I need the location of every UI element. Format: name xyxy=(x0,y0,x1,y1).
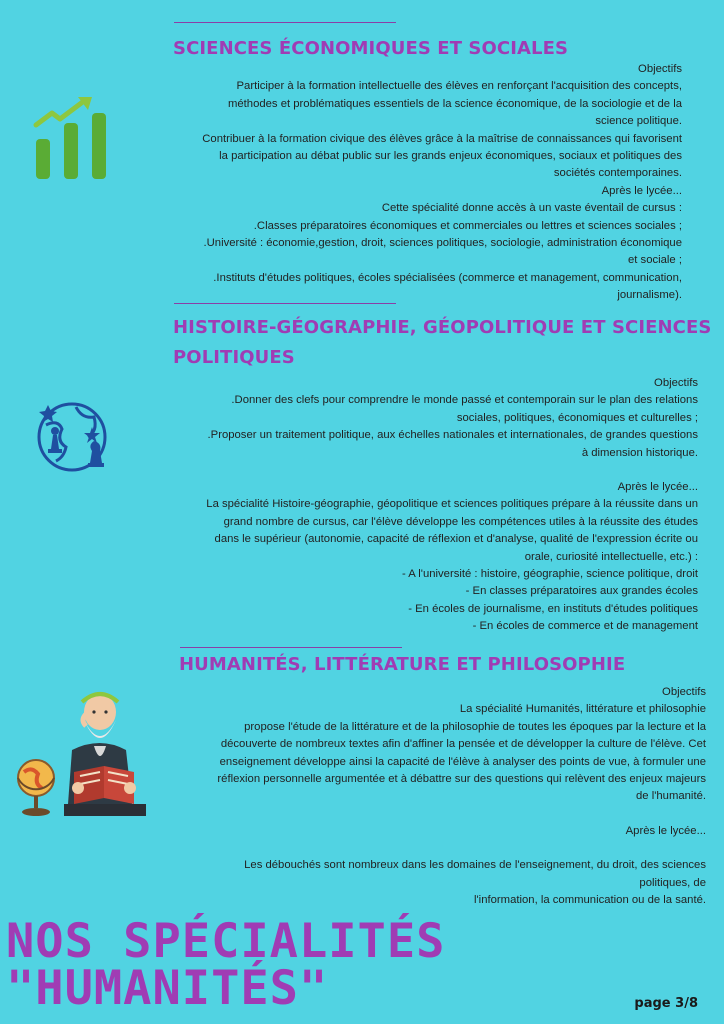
text-line: sociétés contemporaines. xyxy=(553,167,682,180)
text-line: réflexion personnelle argumentée et à débattre sur des questions qui relèvent des enjeux majeurs xyxy=(217,773,706,786)
text-line: .Classes préparatoires économiques et commerciales ou lettres et sciences sociales ; xyxy=(253,219,682,232)
text-line: orale, curiosité intellectuelle, etc.) : xyxy=(524,550,698,563)
section-title-ses: SCIENCES ÉCONOMIQUES ET SOCIALES xyxy=(173,38,569,59)
text-line: .Université : économie,gestion, droit, sciences politiques, sociologie, administration économique xyxy=(203,237,682,250)
page-number: page 3/8 xyxy=(634,996,698,1011)
section-divider xyxy=(174,22,396,23)
text-line: journalisme). xyxy=(617,289,682,302)
text-line: Les débouchés sont nombreux dans les domaines de l'enseignement, du droit, des sciences xyxy=(244,859,706,872)
text-line: .Proposer un traitement politique, aux échelles nationales et internationales, de grandes questions xyxy=(207,429,698,442)
growth-chart-icon xyxy=(30,95,114,183)
text-line: La spécialité Histoire-géographie, géopolitique et sciences politiques prépare à la réussite dans un xyxy=(206,498,698,511)
section-divider xyxy=(180,647,402,648)
text-line: politiques, de xyxy=(639,876,706,889)
text-line: enseignement développe ainsi la capacité de l'élève à analyser des points de vue, à formuler une xyxy=(219,755,706,768)
text-line: la participation au débat public sur les grands enjeux économiques, sociaux et politiques des xyxy=(219,150,682,163)
text-line: La spécialité Humanités, littérature et philosophie xyxy=(459,703,706,716)
text-line: - A l'université : histoire, géographie, science politique, droit xyxy=(401,568,698,581)
text-line: Après le lycée... xyxy=(617,481,698,494)
text-line: de l'humanité. xyxy=(636,790,706,803)
text-line: propose l'étude de la littérature et de la philosophie de toutes les époques par la lecture et la xyxy=(244,720,706,733)
page-title-line: "HUMANITÉS" xyxy=(6,961,329,1016)
text-line: .Donner des clefs pour comprendre le monde passé et contemporain sur le plan des relations xyxy=(231,394,698,407)
text-spacer xyxy=(146,840,706,857)
text-line: science politique. xyxy=(595,115,682,128)
text-line: Après le lycée... xyxy=(601,184,682,197)
section-title-line: POLITIQUES xyxy=(173,347,295,368)
text-line: Objectifs xyxy=(662,686,706,698)
text-line: Objectifs xyxy=(638,63,682,75)
text-line: - En écoles de commerce et de management xyxy=(472,620,698,633)
text-line: Objectifs xyxy=(654,377,698,389)
text-spacer xyxy=(138,462,698,479)
text-line: sociales, politiques, économiques et culturelles ; xyxy=(456,411,698,424)
text-line: et sociale ; xyxy=(627,254,682,267)
page-title xyxy=(6,914,446,1016)
section-title-hggsp xyxy=(173,313,711,373)
text-spacer xyxy=(146,806,706,823)
text-line: à dimension historique. xyxy=(581,446,698,459)
text-line: l'information, la communication ou de la santé. xyxy=(474,894,706,907)
text-line: Après le lycée... xyxy=(625,824,706,837)
section-title-hlp: HUMANITÉS, LITTÉRATURE ET PHILOSOPHIE xyxy=(179,654,626,675)
text-line: - En classes préparatoires aux grandes écoles xyxy=(465,585,698,598)
text-line: .Instituts d'études politiques, écoles spécialisées (commerce et management, communication, xyxy=(213,271,682,284)
text-line: dans le supérieur (autonomie, capacité de réflexion et d'analyse, qualité de l'expression écrite ou xyxy=(214,533,698,546)
section-title-line: HISTOIRE-GÉOGRAPHIE, GÉOPOLITIQUE ET SCIENCES xyxy=(173,317,712,338)
text-line: Cette spécialité donne accès à un vaste éventail de cursus : xyxy=(381,202,682,215)
text-line: découverte de nombreux textes afin d'affiner la pensée et de développer la culture de l'élève. Cet xyxy=(220,738,706,751)
text-line: grand nombre de cursus, car l'élève développe les compétences utiles à la réussite des études xyxy=(223,515,698,528)
section-body-hlp xyxy=(146,684,706,909)
text-line: méthodes et problématiques essentiels de la science économique, de la sociologie et de la xyxy=(227,97,682,110)
text-line: Participer à la formation intellectuelle des élèves en renforçant l'acquisition des concepts, xyxy=(236,80,682,93)
globe-chess-icon xyxy=(32,397,112,477)
text-line: Contribuer à la formation civique des élèves grâce à la maîtrise de connaissances qui favorisent xyxy=(202,132,682,145)
page-title-line: NOS SPÉCIALITÉS xyxy=(6,914,446,969)
philosopher-reading-icon xyxy=(8,680,158,822)
section-divider xyxy=(174,303,396,304)
section-body-hggsp xyxy=(138,375,698,636)
section-body-ses xyxy=(142,61,682,305)
text-line: - En écoles de journalisme, en instituts d'études politiques xyxy=(408,602,698,615)
